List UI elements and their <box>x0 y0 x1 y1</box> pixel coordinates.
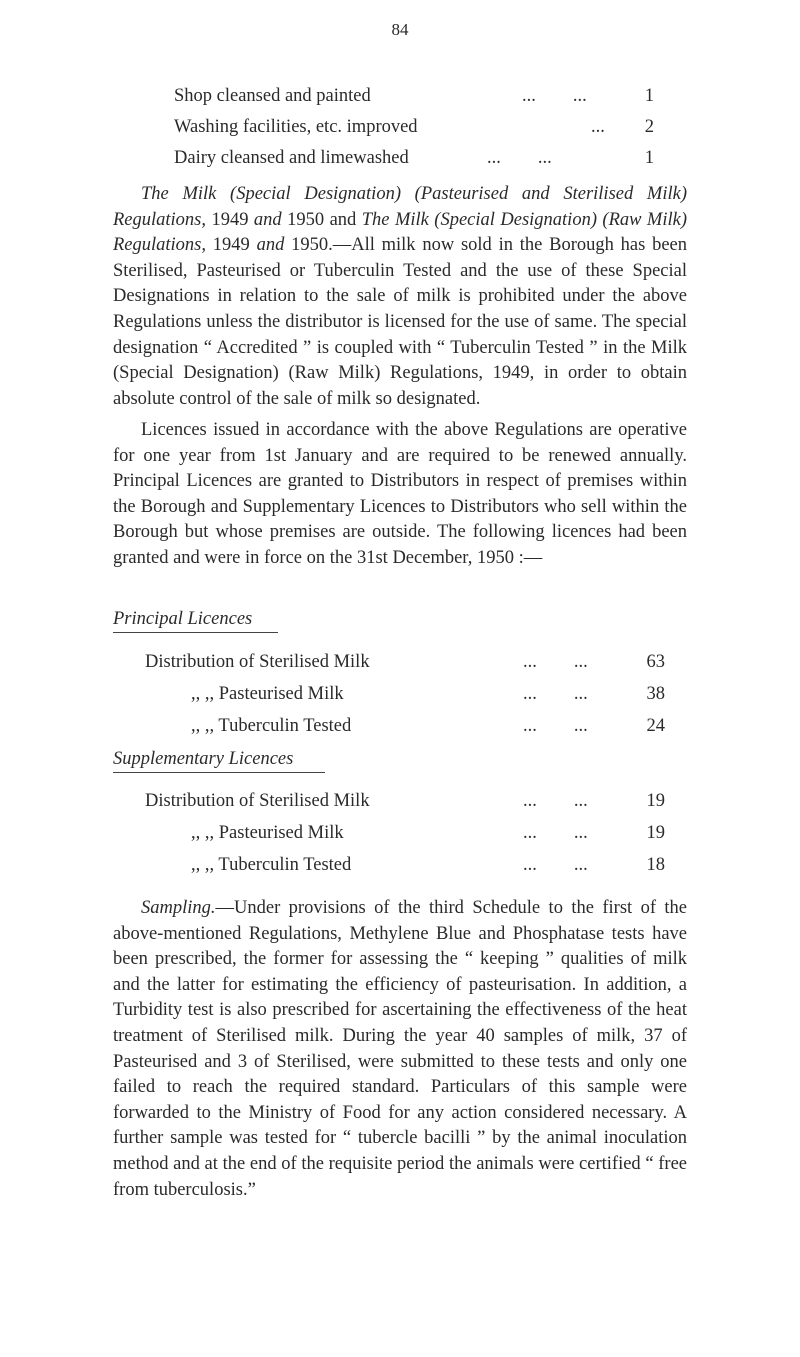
row-value: 19 <box>646 823 665 843</box>
leader-dots: ... ... <box>523 855 588 875</box>
regulation-year-1: 1949 <box>206 209 254 230</box>
principal-licences-heading: Principal Licences <box>113 609 278 633</box>
table-row <box>145 652 665 673</box>
list-item <box>174 148 654 169</box>
regulation-year-3: 1949 <box>206 235 257 256</box>
leader-dots: ... ... <box>523 652 588 672</box>
licences-paragraph: Licences issued in accordance with the above Regulations are operative for one year from 1st January and are required to be renewed annually. Principal Licences are granted to Distributors in respect of premises within the Borough and Supplementary Licences to Distributors who sell within the Borough but whose premises are outside. The following licences had been granted and were in force on the 31st December, 1950 :— <box>113 420 687 568</box>
list-item-value: 1 <box>644 86 654 106</box>
row-label: ,, ,, Pasteurised Milk <box>191 823 344 843</box>
conjunction: and <box>256 235 285 256</box>
table-row <box>145 716 665 737</box>
row-label: Distribution of Sterilised Milk <box>145 652 370 672</box>
row-label: ,, ,, Tuberculin Tested <box>191 855 352 875</box>
list-item-value: 1 <box>644 148 654 168</box>
table-row <box>145 855 665 876</box>
regulation-year-2: 1950 and <box>281 209 362 230</box>
table-row <box>145 791 665 812</box>
list-item <box>174 86 654 107</box>
regulation-body: 1950.—All milk now sold in the Borough has been Sterilised, Pasteurised or Tuberculin Tested and the use of these Special Designations in relation to the sale of milk is prohibited under the above Regulations unless the distributor is licensed for the use of same. The special designation “ Accredited ” is coupled with “ Tuberculin Tested ” in the Milk (Special Designation) (Raw Milk) Regulations, 1949, in order to obtain absolute control of the sale of milk so designated. <box>113 235 688 409</box>
leader-dots: ... ... <box>523 716 588 736</box>
row-value: 24 <box>646 716 665 736</box>
row-value: 63 <box>646 652 665 672</box>
sampling-body: —Under provisions of the third Schedule to the first of the above-mentioned Regulations, Methylene Blue and Phosphatase tests have been prescribed, the former for assessing the “ keeping ” qualities of milk and the latter for estimating the efficiency of pasteurisation. In addition, a Turbidity test is also prescribed for ascertaining the effectiveness of the heat treatment of Sterilised milk. During the year 40 samples of milk, 37 of Pasteurised and 3 of Sterilised, were submitted to these tests and only one failed to reach the required standard. Particulars of this sample were forwarded to the Ministry of Food for any action considered necessary. A further sample was tested for “ tubercle bacilli ” by the animal inoculation method and at the end of the requisite period the animals were certified “ free from tuberculosis.” <box>113 898 687 1200</box>
list-item-label: Washing facilities, etc. improved <box>174 117 418 137</box>
row-label: Distribution of Sterilised Milk <box>145 791 370 811</box>
leader-dots: ... <box>591 117 605 137</box>
list-item-value: 2 <box>644 117 654 137</box>
leader-dots: ... ... <box>523 684 588 704</box>
leader-dots: ... ... <box>487 148 552 168</box>
conjunction: and <box>253 209 282 230</box>
regulation-title-1: The Milk (Special Designation) (Pasteurised and Sterilised Milk) Regulations, <box>113 184 687 230</box>
sampling-paragraph <box>113 896 687 1203</box>
leader-dots: ... ... <box>523 791 588 811</box>
table-row <box>145 684 665 705</box>
leader-dots: ... ... <box>523 823 588 843</box>
sampling-lead: Sampling. <box>141 898 216 918</box>
row-label: ,, ,, Pasteurised Milk <box>191 684 344 704</box>
regulations-paragraph <box>113 182 687 412</box>
row-value: 18 <box>646 855 665 875</box>
page-number: 84 <box>391 20 409 39</box>
table-row <box>145 823 665 844</box>
row-label: ,, ,, Tuberculin Tested <box>191 716 352 736</box>
regulation-title-2: The Milk (Special Designation) (Raw Milk) Regulations, <box>113 209 687 256</box>
row-value: 38 <box>646 684 665 704</box>
row-value: 19 <box>646 791 665 811</box>
list-item-label: Dairy cleansed and limewashed <box>174 148 409 168</box>
leader-dots: ... ... <box>522 86 587 106</box>
list-item <box>174 117 654 138</box>
list-item-label: Shop cleansed and painted <box>174 86 371 106</box>
supplementary-licences-heading: Supplementary Licences <box>113 749 325 773</box>
